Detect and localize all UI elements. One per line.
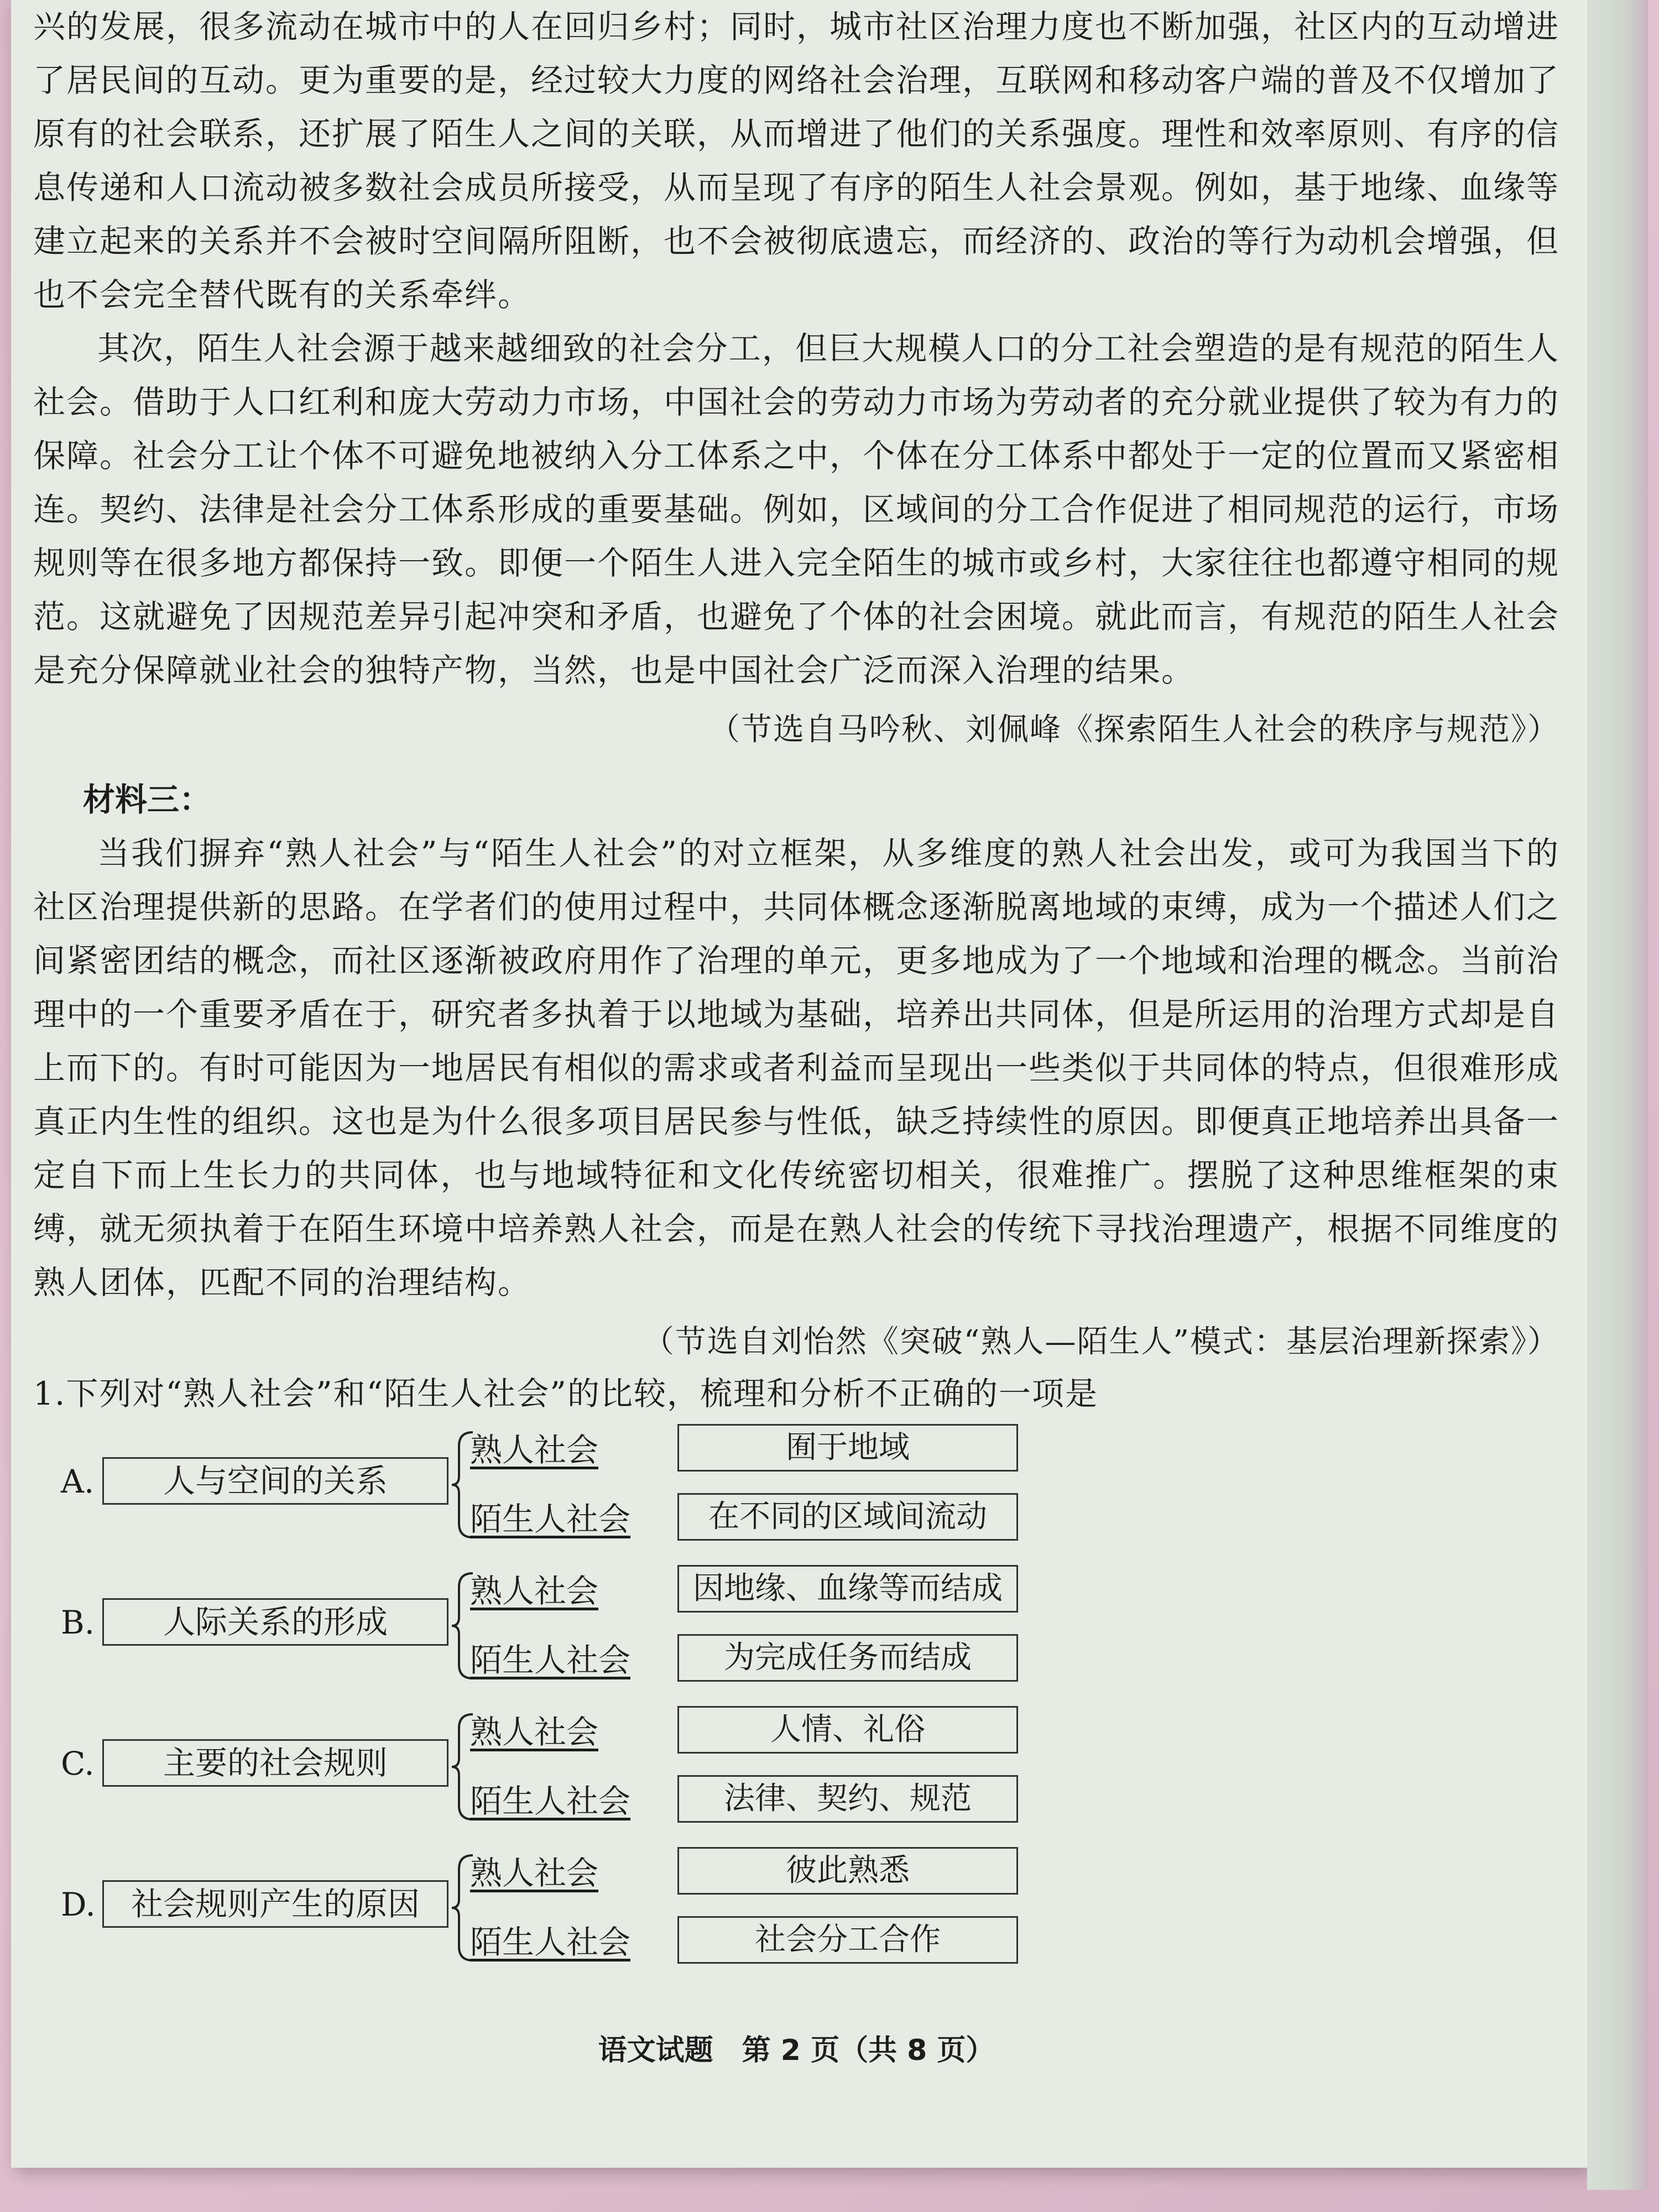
material-three-heading: 材料三： xyxy=(83,781,212,818)
value-acquaintance: 因地缘、血缘等而结成 xyxy=(677,1565,1018,1613)
option-topic-box: 人际关系的形成 xyxy=(102,1598,448,1646)
label-acquaintance: 熟人社会 xyxy=(470,1854,599,1892)
material-three-text: 当我们摒弃“熟人社会”与“陌生人社会”的对立框架，从多维度的熟人社会出发，或可为我国当下的社区治理提供新的思路。在学者们的使用过程中，共同体概念逐渐脱离地域的束缚，成为一个描述人们之间紧密团结的概念，而社区逐渐被政府用作了治理的单元，更多地成为了一个地域和治理的概念。当前治理中的一个重要矛盾在于，研究者多执着于以地域为基础，培养出共同体，但是所运用的治理方式却是自上而下的。有时可能因为一地居民有相似的需求或者利益而呈现出一些类似于共同体的特点，但很难形成真正内生性的组织。这也是为什么很多项目居民参与性低，缺乏持续性的原因。即便真正地培养出具备一定自下而上生长力的共同体，也与地域特征和文化传统密切相关，很难推广。摆脱了这种思维框架的束缚，就无须执着于在陌生环境中培养熟人社会，而是在熟人社会的传统下寻找治理遗产，根据不同维度的熟人团体，匹配不同的治理结构。 xyxy=(33,834,1560,1301)
source-citation-1: （节选自马吟秋、刘佩峰《探索陌生人社会的秩序与规范》） xyxy=(709,712,1559,748)
value-stranger: 社会分工合作 xyxy=(677,1916,1018,1964)
label-stranger: 陌生人社会 xyxy=(470,1923,631,1961)
option-topic-box: 人与空间的关系 xyxy=(102,1457,448,1505)
answer-options xyxy=(33,1424,1559,1999)
option-b xyxy=(33,1565,1084,1692)
label-stranger: 陌生人社会 xyxy=(470,1641,631,1679)
value-acquaintance: 人情、礼俗 xyxy=(677,1706,1018,1754)
exam-paper xyxy=(11,0,1587,2168)
paragraph-second-point: 其次，陌生人社会源于越来越细致的社会分工，但巨大规模人口的分工社会塑造的是有规范的陌生人社会。借助于人口红利和庞大劳动力市场，中国社会的劳动力市场为劳动者的充分就业提供了较为有力的保障。社会分工让个体不可避免地被纳入分工体系之中，个体在分工体系中都处于一定的位置而又紧密相连。契约、法律是社会分工体系形成的重要基础。例如，区域间的分工合作促进了相同规范的运行，市场规则等在很多地方都保持一致。即便一个陌生人进入完全陌生的城市或乡村，大家往往也都遵守相同的规范。这就避免了因规范差异引起冲突和矛盾，也避免了个体的社会困境。就此而言，有规范的陌生人社会是充分保障就业社会的独特产物，当然，也是中国社会广泛而深入治理的结果。 xyxy=(33,330,1560,689)
option-d xyxy=(33,1847,1084,1974)
option-a xyxy=(33,1424,1084,1551)
value-stranger: 在不同的区域间流动 xyxy=(677,1493,1018,1541)
question-1: 1.下列对“熟人社会”和“陌生人社会”的比较，梳理和分析不正确的一项是 xyxy=(33,1375,1098,1412)
label-stranger: 陌生人社会 xyxy=(470,1782,631,1820)
page-footer: 语文试题 第 2 页（共 8 页） xyxy=(598,2034,995,2067)
option-letter: A. xyxy=(61,1463,95,1500)
paragraph-continuation: 兴的发展，很多流动在城市中的人在回归乡村；同时，城市社区治理力度也不断加强，社区内的互动增进了居民间的互动。更为重要的是，经过较大力度的网络社会治理，互联网和移动客户端的普及不仅增加了原有的社会联系，还扩展了陌生人之间的关联，从而增进了他们的关系强度。理性和效率原则、有序的信息传递和人口流动被多数社会成员所接受，从而呈现了有序的陌生人社会景观。例如，基于地缘、血缘等建立起来的关系并不会被时空间隔所阻断，也不会被彻底遗忘，而经济的、政治的等行为动机会增强，但也不会完全替代既有的关系牵绊。 xyxy=(33,8,1560,314)
option-topic-box: 社会规则产生的原因 xyxy=(102,1880,448,1928)
option-letter: D. xyxy=(61,1886,96,1923)
option-letter: B. xyxy=(61,1604,95,1641)
page-content xyxy=(33,0,1560,2067)
label-acquaintance: 熟人社会 xyxy=(470,1572,599,1610)
value-stranger: 法律、契约、规范 xyxy=(677,1775,1018,1823)
source-citation-2: （节选自刘怡然《突破“熟人—陌生人”模式：基层治理新探索》） xyxy=(643,1324,1559,1360)
label-acquaintance: 熟人社会 xyxy=(470,1713,599,1751)
option-topic-box: 主要的社会规则 xyxy=(102,1739,448,1787)
option-letter: C. xyxy=(61,1745,95,1782)
label-stranger: 陌生人社会 xyxy=(470,1500,631,1538)
label-acquaintance: 熟人社会 xyxy=(470,1431,599,1469)
value-acquaintance: 彼此熟悉 xyxy=(677,1847,1018,1895)
value-acquaintance: 囿于地域 xyxy=(677,1424,1018,1472)
option-c xyxy=(33,1706,1084,1833)
value-stranger: 为完成任务而结成 xyxy=(677,1634,1018,1682)
paper-edge xyxy=(1587,0,1648,2190)
